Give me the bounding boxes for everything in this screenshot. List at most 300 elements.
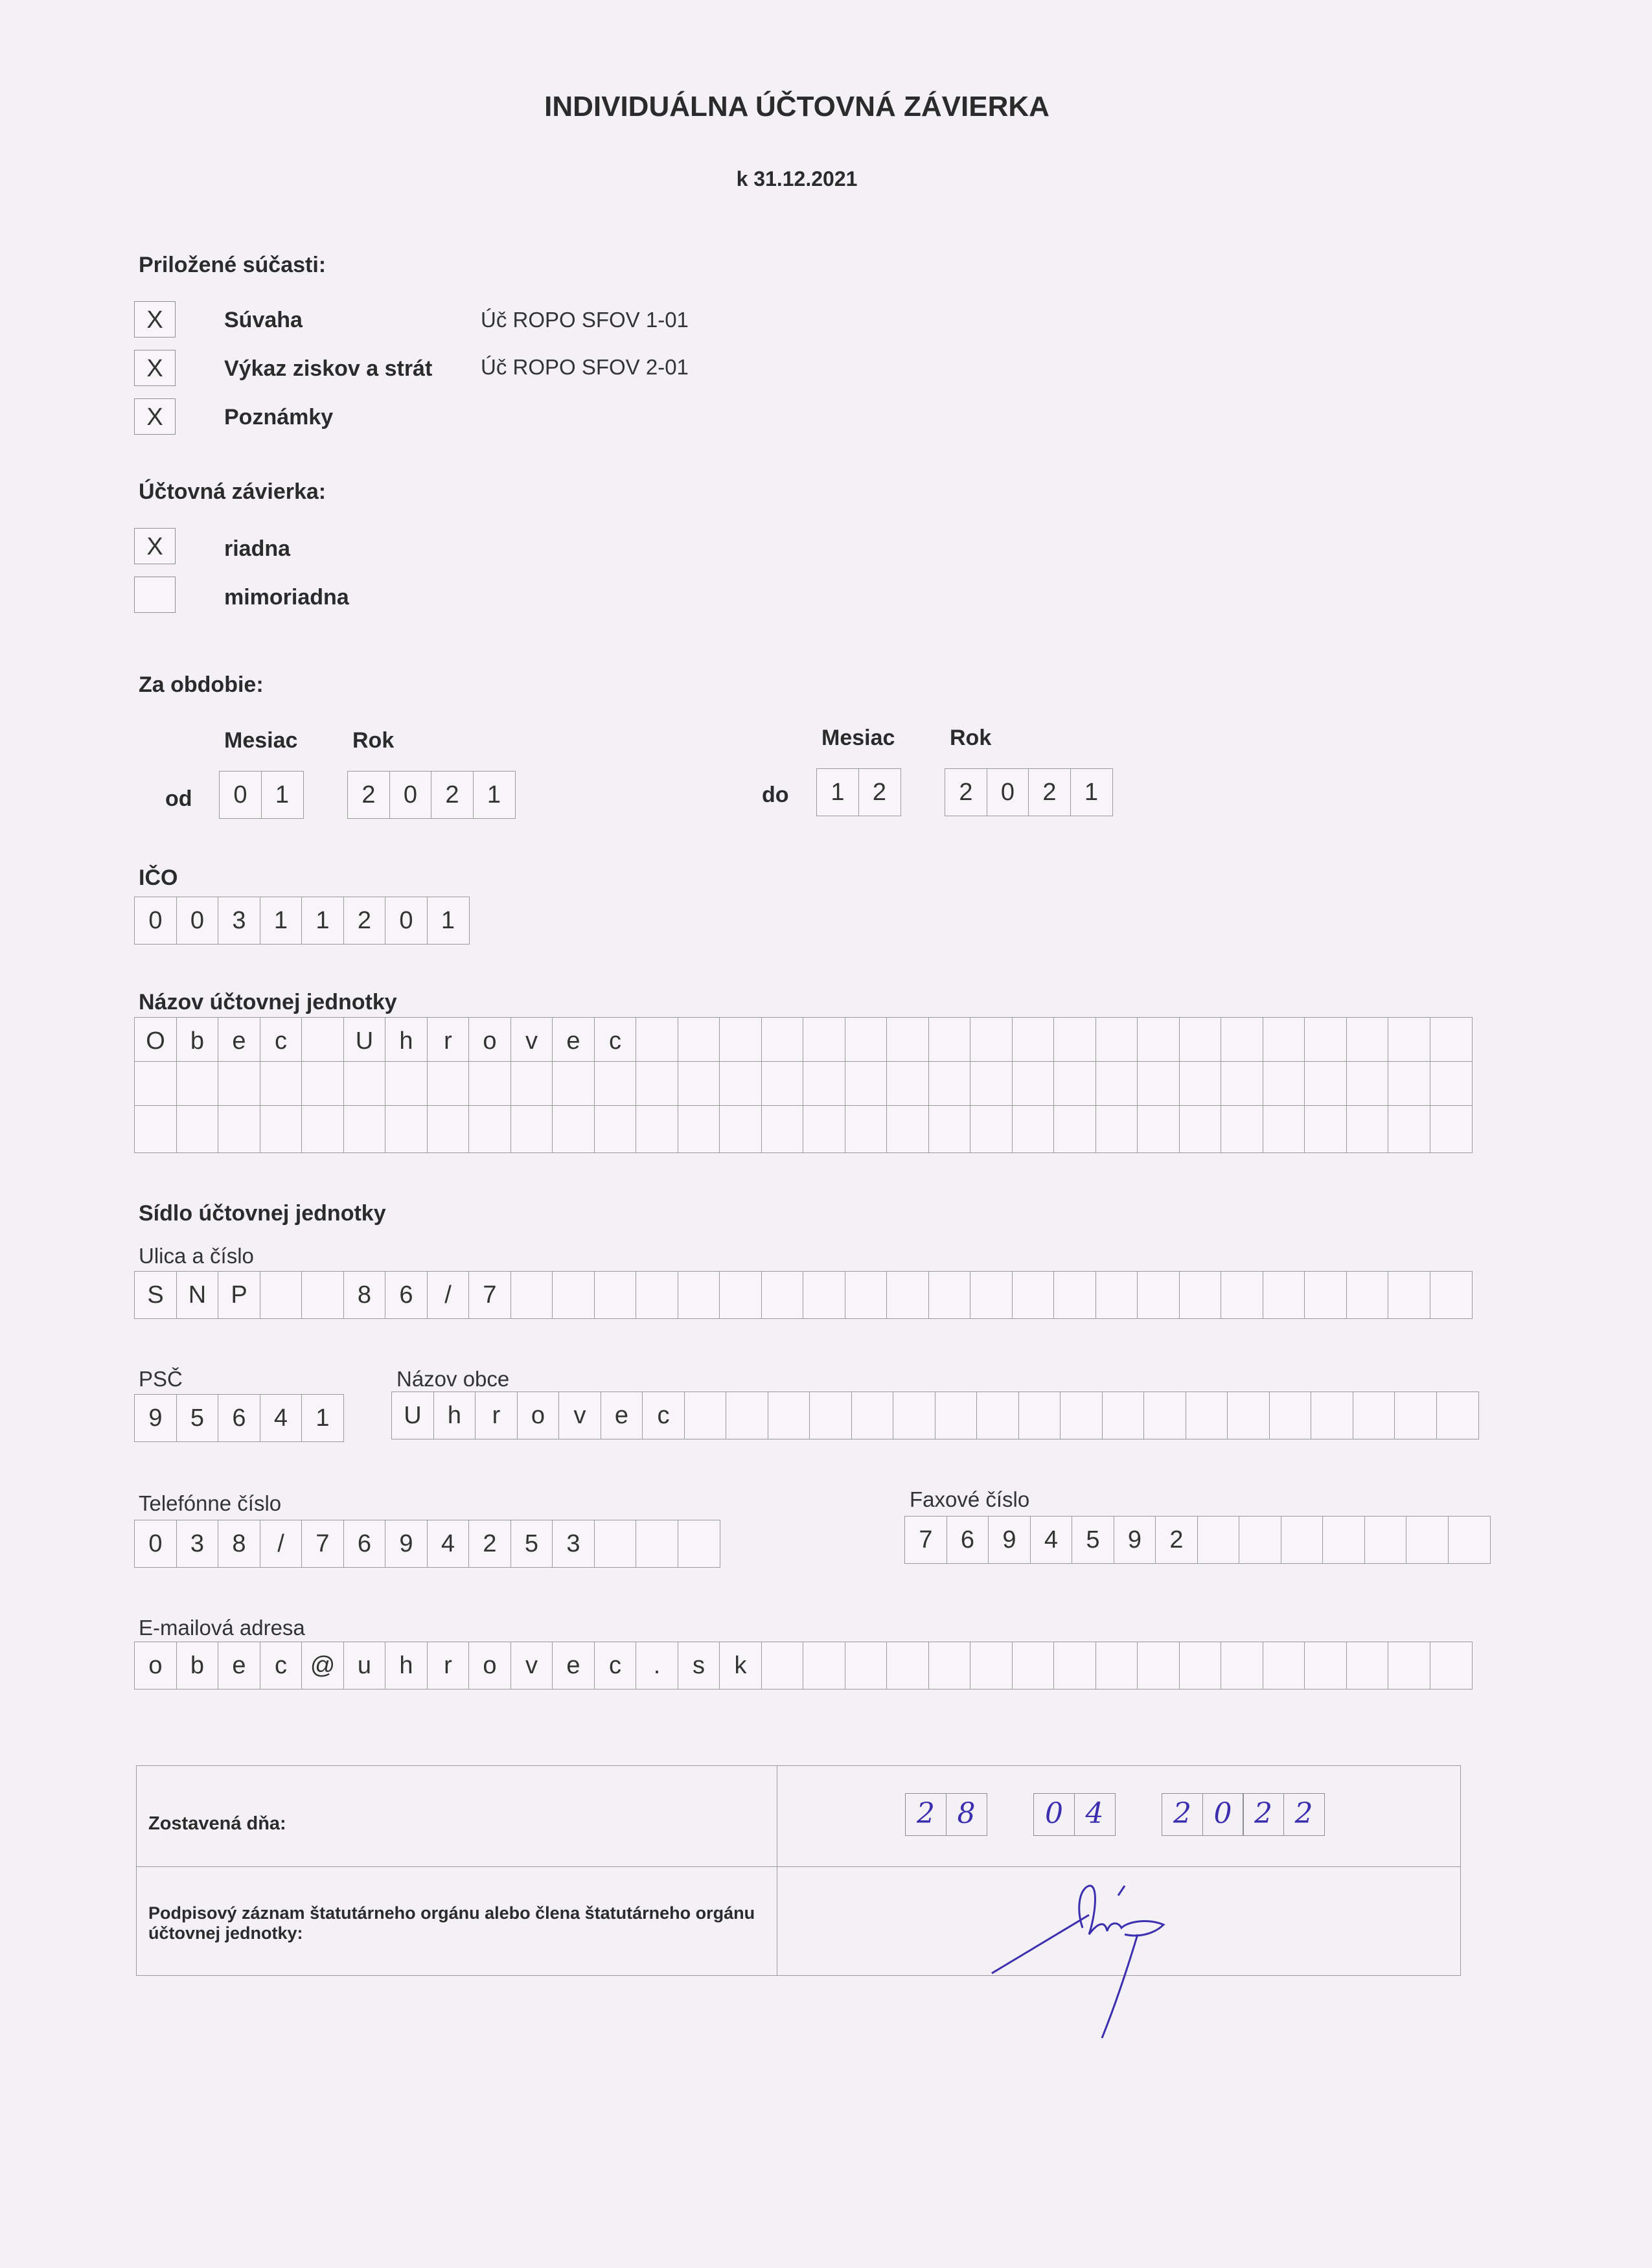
grid-cell[interactable] <box>1388 1061 1430 1109</box>
grid-cell[interactable] <box>636 1105 678 1153</box>
grid-cell[interactable]: s <box>678 1642 720 1690</box>
grid-cell[interactable]: 2 <box>945 768 987 816</box>
grid-cell[interactable]: c <box>594 1017 637 1065</box>
grid-cell[interactable] <box>1388 1271 1430 1319</box>
town-grid[interactable] <box>391 1392 1479 1439</box>
grid-cell[interactable]: / <box>427 1271 470 1319</box>
ico-grid[interactable] <box>134 897 470 945</box>
grid-cell[interactable] <box>260 1105 303 1153</box>
grid-cell[interactable] <box>935 1392 978 1439</box>
compiled-year[interactable] <box>1162 1793 1325 1836</box>
grid-cell[interactable]: e <box>218 1017 260 1065</box>
seat-label: Sídlo účtovnej jednotky <box>139 1201 386 1226</box>
grid-cell[interactable]: 3 <box>552 1520 595 1568</box>
date-cell[interactable]: 2 <box>1162 1793 1203 1836</box>
grid-cell[interactable]: 9 <box>988 1516 1031 1564</box>
grid-cell[interactable] <box>260 1271 303 1319</box>
grid-cell[interactable]: 7 <box>468 1271 511 1319</box>
date-cell[interactable]: 2 <box>1243 1793 1284 1836</box>
from-month-label: Mesiac <box>224 728 298 753</box>
grid-cell[interactable]: 1 <box>301 1394 344 1442</box>
grid-cell[interactable]: 2 <box>431 771 474 819</box>
grid-cell[interactable] <box>1448 1516 1491 1564</box>
grid-cell[interactable] <box>970 1061 1013 1109</box>
compiled-month[interactable] <box>1033 1793 1116 1836</box>
grid-cell[interactable]: r <box>475 1392 518 1439</box>
grid-cell[interactable]: h <box>433 1392 476 1439</box>
grid-cell[interactable]: 5 <box>1072 1516 1114 1564</box>
grid-cell[interactable] <box>1281 1516 1324 1564</box>
grid-cell[interactable]: 8 <box>343 1271 386 1319</box>
date-cell[interactable]: 8 <box>946 1793 987 1836</box>
grid-cell[interactable] <box>1221 1017 1263 1065</box>
grid-cell[interactable] <box>1346 1061 1389 1109</box>
grid-cell[interactable] <box>970 1642 1013 1690</box>
street-grid[interactable] <box>134 1271 1473 1319</box>
grid-cell[interactable] <box>845 1105 888 1153</box>
grid-cell[interactable] <box>1304 1105 1347 1153</box>
grid-cell[interactable] <box>1096 1017 1138 1065</box>
grid-cell[interactable] <box>1269 1392 1312 1439</box>
grid-cell[interactable] <box>301 1105 344 1153</box>
grid-cell[interactable]: 7 <box>904 1516 947 1564</box>
grid-cell[interactable]: 1 <box>427 897 470 945</box>
date-cell[interactable]: 0 <box>1033 1793 1075 1836</box>
phone-grid[interactable] <box>134 1520 720 1568</box>
grid-cell[interactable] <box>260 1061 303 1109</box>
grid-cell[interactable]: c <box>260 1017 303 1065</box>
label-poznamky: Poznámky <box>224 405 334 430</box>
grid-cell[interactable] <box>684 1392 727 1439</box>
grid-cell[interactable]: 4 <box>1030 1516 1073 1564</box>
checkbox-vykaz[interactable]: X <box>134 350 176 386</box>
grid-cell[interactable] <box>1018 1392 1061 1439</box>
grid-cell[interactable]: h <box>385 1642 428 1690</box>
code-vykaz: Úč ROPO SFOV 2-01 <box>481 355 689 379</box>
grid-cell[interactable] <box>893 1392 935 1439</box>
psc-grid[interactable] <box>134 1394 344 1442</box>
grid-cell[interactable] <box>1053 1061 1096 1109</box>
compiled-label: Zostavená dňa: <box>148 1813 286 1834</box>
name-row-2[interactable] <box>134 1061 1473 1109</box>
grid-cell[interactable] <box>1388 1017 1430 1065</box>
grid-cell[interactable] <box>845 1642 888 1690</box>
grid-cell[interactable] <box>1179 1017 1222 1065</box>
grid-cell[interactable]: e <box>218 1642 260 1690</box>
grid-cell[interactable]: o <box>134 1642 177 1690</box>
grid-cell[interactable]: 2 <box>468 1520 511 1568</box>
psc-label: PSČ <box>139 1367 183 1391</box>
to-month-label: Mesiac <box>821 726 895 750</box>
grid-cell[interactable]: 2 <box>1155 1516 1198 1564</box>
grid-cell[interactable] <box>761 1061 804 1109</box>
checkbox-poznamky[interactable]: X <box>134 398 176 435</box>
grid-cell[interactable]: 4 <box>260 1394 303 1442</box>
grid-cell[interactable] <box>845 1061 888 1109</box>
grid-cell[interactable]: e <box>552 1017 595 1065</box>
date-cell[interactable]: 2 <box>905 1793 946 1836</box>
grid-cell[interactable] <box>594 1061 637 1109</box>
grid-cell[interactable] <box>1137 1017 1180 1065</box>
grid-cell[interactable]: U <box>343 1017 386 1065</box>
grid-cell[interactable] <box>1322 1516 1365 1564</box>
grid-cell[interactable] <box>1304 1017 1347 1065</box>
grid-cell[interactable]: h <box>385 1017 428 1065</box>
grid-cell[interactable]: 0 <box>987 768 1029 816</box>
grid-cell[interactable] <box>1143 1392 1186 1439</box>
grid-cell[interactable]: 1 <box>473 771 516 819</box>
label-vykaz: Výkaz ziskov a strát <box>224 356 433 381</box>
attached-heading: Priložené súčasti: <box>139 253 327 277</box>
grid-cell[interactable]: 7 <box>301 1520 344 1568</box>
date-cell[interactable]: 0 <box>1202 1793 1244 1836</box>
grid-cell[interactable] <box>851 1392 894 1439</box>
grid-cell[interactable] <box>176 1105 219 1153</box>
grid-cell[interactable] <box>1388 1105 1430 1153</box>
grid-cell[interactable] <box>301 1061 344 1109</box>
grid-cell[interactable]: o <box>517 1392 560 1439</box>
grid-cell[interactable] <box>886 1642 929 1690</box>
grid-cell[interactable] <box>678 1017 720 1065</box>
fax-label: Faxové číslo <box>910 1487 1030 1511</box>
grid-cell[interactable] <box>1197 1516 1240 1564</box>
grid-cell[interactable] <box>1353 1392 1395 1439</box>
grid-cell[interactable] <box>594 1105 637 1153</box>
fax-grid[interactable] <box>904 1516 1491 1564</box>
grid-cell[interactable]: 6 <box>218 1394 260 1442</box>
grid-cell[interactable]: 6 <box>385 1271 428 1319</box>
grid-cell[interactable]: 9 <box>134 1394 177 1442</box>
grid-cell[interactable]: 1 <box>301 897 344 945</box>
grid-cell[interactable] <box>761 1017 804 1065</box>
grid-cell[interactable] <box>1304 1061 1347 1109</box>
grid-cell[interactable] <box>845 1271 888 1319</box>
ico-label: IČO <box>139 865 178 890</box>
to-year-label: Rok <box>950 726 992 750</box>
grid-cell[interactable]: 5 <box>176 1394 219 1442</box>
grid-cell[interactable] <box>803 1017 845 1065</box>
grid-cell[interactable]: 3 <box>176 1520 219 1568</box>
grid-cell[interactable] <box>678 1105 720 1153</box>
grid-cell[interactable] <box>1012 1105 1055 1153</box>
code-suvaha: Úč ROPO SFOV 1-01 <box>481 308 689 332</box>
label-suvaha: Súvaha <box>224 308 303 332</box>
name-row-3[interactable] <box>134 1105 1473 1153</box>
grid-cell[interactable] <box>1221 1642 1263 1690</box>
grid-cell[interactable] <box>719 1105 762 1153</box>
grid-cell[interactable] <box>176 1061 219 1109</box>
closing-heading: Účtovná závierka: <box>139 479 327 504</box>
grid-cell[interactable] <box>427 1105 470 1153</box>
to-year-grid[interactable] <box>945 768 1113 816</box>
grid-cell[interactable] <box>1179 1271 1222 1319</box>
grid-cell[interactable]: b <box>176 1017 219 1065</box>
grid-cell[interactable] <box>511 1105 553 1153</box>
grid-cell[interactable] <box>719 1271 762 1319</box>
grid-cell[interactable] <box>803 1271 845 1319</box>
grid-cell[interactable] <box>886 1061 929 1109</box>
to-month-grid[interactable] <box>816 768 901 816</box>
grid-cell[interactable] <box>928 1061 971 1109</box>
grid-cell[interactable] <box>1227 1392 1270 1439</box>
grid-cell[interactable]: c <box>594 1642 637 1690</box>
grid-cell[interactable] <box>761 1271 804 1319</box>
grid-cell[interactable]: 0 <box>385 897 428 945</box>
grid-cell[interactable]: 2 <box>1028 768 1071 816</box>
date-cell[interactable]: 2 <box>1283 1793 1325 1836</box>
grid-cell[interactable]: 0 <box>134 1520 177 1568</box>
grid-cell[interactable]: 1 <box>261 771 304 819</box>
grid-cell[interactable] <box>427 1061 470 1109</box>
grid-cell[interactable] <box>1137 1061 1180 1109</box>
grid-cell[interactable]: c <box>642 1392 685 1439</box>
grid-cell[interactable]: 0 <box>219 771 262 819</box>
grid-cell[interactable] <box>1179 1061 1222 1109</box>
grid-cell[interactable]: 0 <box>389 771 432 819</box>
grid-cell[interactable] <box>1096 1642 1138 1690</box>
from-label: od <box>165 786 192 811</box>
label-riadna: riadna <box>224 536 291 561</box>
grid-cell[interactable] <box>809 1392 852 1439</box>
grid-cell[interactable]: N <box>176 1271 219 1319</box>
grid-cell[interactable] <box>1221 1271 1263 1319</box>
grid-cell[interactable] <box>1346 1105 1389 1153</box>
grid-cell[interactable]: / <box>260 1520 303 1568</box>
grid-cell[interactable]: k <box>719 1642 762 1690</box>
grid-cell[interactable]: U <box>391 1392 434 1439</box>
grid-cell[interactable] <box>594 1520 637 1568</box>
grid-cell[interactable] <box>719 1017 762 1065</box>
grid-cell[interactable]: . <box>636 1642 678 1690</box>
checkbox-mimoriadna[interactable] <box>134 577 176 613</box>
grid-cell[interactable] <box>218 1061 260 1109</box>
grid-cell[interactable] <box>761 1642 804 1690</box>
grid-cell[interactable] <box>1012 1017 1055 1065</box>
period-heading: Za obdobie: <box>139 672 264 697</box>
from-year-label: Rok <box>352 728 395 753</box>
grid-cell[interactable] <box>1137 1105 1180 1153</box>
grid-cell[interactable]: 1 <box>260 897 303 945</box>
town-label: Názov obce <box>396 1367 510 1391</box>
grid-cell[interactable]: 0 <box>134 897 177 945</box>
grid-cell[interactable] <box>1406 1516 1449 1564</box>
grid-cell[interactable]: 5 <box>511 1520 553 1568</box>
grid-cell[interactable] <box>803 1642 845 1690</box>
grid-cell[interactable] <box>1346 1271 1389 1319</box>
grid-cell[interactable] <box>636 1017 678 1065</box>
grid-cell[interactable] <box>636 1061 678 1109</box>
grid-cell[interactable] <box>1364 1516 1407 1564</box>
grid-cell[interactable] <box>1096 1105 1138 1153</box>
grid-cell[interactable] <box>511 1271 553 1319</box>
grid-cell[interactable]: o <box>468 1017 511 1065</box>
grid-cell[interactable] <box>552 1105 595 1153</box>
grid-cell[interactable] <box>678 1271 720 1319</box>
grid-cell[interactable] <box>1221 1105 1263 1153</box>
sign-label: Podpisový záznam štatutárneho orgánu alebo člena štatutárneho orgánu účtovnej jednotky: <box>148 1903 755 1943</box>
grid-cell[interactable]: u <box>343 1642 386 1690</box>
grid-cell[interactable]: 3 <box>218 897 260 945</box>
grid-cell[interactable] <box>678 1061 720 1109</box>
name-row-1[interactable] <box>134 1017 1473 1065</box>
grid-cell[interactable]: b <box>176 1642 219 1690</box>
grid-cell[interactable] <box>1430 1061 1473 1109</box>
grid-cell[interactable] <box>1388 1642 1430 1690</box>
grid-cell[interactable]: v <box>511 1017 553 1065</box>
grid-cell[interactable] <box>1311 1392 1353 1439</box>
grid-cell[interactable] <box>1060 1392 1103 1439</box>
grid-cell[interactable] <box>1179 1105 1222 1153</box>
checkbox-suvaha[interactable]: X <box>134 301 176 338</box>
grid-cell[interactable] <box>678 1520 720 1568</box>
grid-cell[interactable]: P <box>218 1271 260 1319</box>
grid-cell[interactable]: e <box>552 1642 595 1690</box>
grid-cell[interactable] <box>928 1017 971 1065</box>
grid-cell[interactable] <box>1263 1017 1305 1065</box>
grid-cell[interactable] <box>1346 1642 1389 1690</box>
grid-cell[interactable]: v <box>558 1392 601 1439</box>
grid-cell[interactable] <box>301 1017 344 1065</box>
grid-cell[interactable]: 1 <box>1070 768 1113 816</box>
grid-cell[interactable] <box>1137 1271 1180 1319</box>
grid-cell[interactable] <box>511 1061 553 1109</box>
grid-cell[interactable] <box>1221 1061 1263 1109</box>
grid-cell[interactable] <box>1430 1105 1473 1153</box>
grid-cell[interactable] <box>552 1271 595 1319</box>
grid-cell[interactable]: 0 <box>176 897 219 945</box>
name-label: Názov účtovnej jednotky <box>139 990 397 1014</box>
signature-table <box>136 1765 1461 1976</box>
to-label: do <box>762 783 789 807</box>
phone-label: Telefónne číslo <box>139 1491 282 1515</box>
grid-cell[interactable] <box>1096 1271 1138 1319</box>
grid-cell[interactable] <box>970 1017 1013 1065</box>
grid-cell[interactable] <box>1263 1271 1305 1319</box>
grid-cell[interactable] <box>1012 1642 1055 1690</box>
grid-cell[interactable] <box>134 1061 177 1109</box>
page-title: INDIVIDUÁLNA ÚČTOVNÁ ZÁVIERKA <box>544 91 1050 122</box>
grid-cell[interactable]: 2 <box>347 771 390 819</box>
grid-cell[interactable] <box>928 1642 971 1690</box>
date-line: k 31.12.2021 <box>736 167 858 190</box>
grid-cell[interactable] <box>1012 1061 1055 1109</box>
grid-cell[interactable] <box>970 1271 1013 1319</box>
signature-image <box>985 1876 1193 2070</box>
checkbox-riadna[interactable]: X <box>134 528 176 564</box>
grid-cell[interactable]: r <box>427 1017 470 1065</box>
grid-cell[interactable] <box>343 1105 386 1153</box>
grid-cell[interactable] <box>1304 1642 1347 1690</box>
grid-cell[interactable] <box>1053 1642 1096 1690</box>
grid-cell[interactable] <box>1053 1271 1096 1319</box>
grid-cell[interactable] <box>1186 1392 1228 1439</box>
grid-cell[interactable] <box>1053 1017 1096 1065</box>
grid-cell[interactable] <box>803 1061 845 1109</box>
grid-cell[interactable]: 9 <box>385 1520 428 1568</box>
grid-cell[interactable] <box>1239 1516 1281 1564</box>
grid-cell[interactable]: 9 <box>1114 1516 1156 1564</box>
grid-cell[interactable] <box>1346 1017 1389 1065</box>
grid-cell[interactable] <box>1304 1271 1347 1319</box>
grid-cell[interactable]: 8 <box>218 1520 260 1568</box>
grid-cell[interactable] <box>134 1105 177 1153</box>
grid-cell[interactable] <box>886 1271 929 1319</box>
grid-cell[interactable]: v <box>511 1642 553 1690</box>
grid-cell[interactable]: 1 <box>816 768 859 816</box>
grid-cell[interactable] <box>218 1105 260 1153</box>
from-month-grid[interactable] <box>219 771 304 819</box>
grid-cell[interactable]: o <box>468 1642 511 1690</box>
grid-cell[interactable] <box>1430 1271 1473 1319</box>
from-year-grid[interactable] <box>347 771 516 819</box>
grid-cell[interactable]: c <box>260 1642 303 1690</box>
grid-cell[interactable] <box>636 1520 678 1568</box>
grid-cell[interactable] <box>1263 1061 1305 1109</box>
email-label: E-mailová adresa <box>139 1616 305 1640</box>
grid-cell[interactable] <box>1096 1061 1138 1109</box>
grid-cell[interactable] <box>886 1105 929 1153</box>
grid-cell[interactable]: 4 <box>427 1520 470 1568</box>
grid-cell[interactable] <box>594 1271 637 1319</box>
grid-cell[interactable]: e <box>601 1392 643 1439</box>
grid-cell[interactable] <box>636 1271 678 1319</box>
grid-cell[interactable]: O <box>134 1017 177 1065</box>
grid-cell[interactable] <box>1053 1105 1096 1153</box>
grid-cell[interactable] <box>468 1061 511 1109</box>
grid-cell[interactable] <box>803 1105 845 1153</box>
grid-cell[interactable] <box>928 1271 971 1319</box>
grid-cell[interactable]: 2 <box>343 897 386 945</box>
grid-cell[interactable] <box>468 1105 511 1153</box>
grid-cell[interactable]: 2 <box>858 768 901 816</box>
date-cell[interactable]: 4 <box>1074 1793 1116 1836</box>
grid-cell[interactable] <box>552 1061 595 1109</box>
street-label: Ulica a číslo <box>139 1244 254 1268</box>
grid-cell[interactable] <box>886 1017 929 1065</box>
grid-cell[interactable] <box>1263 1105 1305 1153</box>
grid-cell[interactable] <box>928 1105 971 1153</box>
grid-cell[interactable] <box>768 1392 810 1439</box>
grid-cell[interactable] <box>976 1392 1019 1439</box>
grid-cell[interactable] <box>1430 1017 1473 1065</box>
grid-cell[interactable] <box>343 1061 386 1109</box>
grid-cell[interactable] <box>1436 1392 1479 1439</box>
grid-cell[interactable]: r <box>427 1642 470 1690</box>
grid-cell[interactable]: 6 <box>946 1516 989 1564</box>
grid-cell[interactable] <box>1137 1642 1180 1690</box>
email-grid[interactable] <box>134 1642 1473 1690</box>
grid-cell[interactable] <box>1430 1642 1473 1690</box>
grid-cell[interactable] <box>1012 1271 1055 1319</box>
grid-cell[interactable] <box>761 1105 804 1153</box>
label-mimoriadna: mimoriadna <box>224 585 349 610</box>
grid-cell[interactable] <box>719 1061 762 1109</box>
grid-cell[interactable] <box>1102 1392 1145 1439</box>
grid-cell[interactable] <box>726 1392 768 1439</box>
grid-cell[interactable] <box>1394 1392 1437 1439</box>
grid-cell[interactable]: S <box>134 1271 177 1319</box>
grid-cell[interactable] <box>385 1105 428 1153</box>
grid-cell[interactable] <box>385 1061 428 1109</box>
grid-cell[interactable] <box>970 1105 1013 1153</box>
grid-cell[interactable] <box>1179 1642 1222 1690</box>
compiled-day[interactable] <box>905 1793 987 1836</box>
grid-cell[interactable] <box>301 1271 344 1319</box>
grid-cell[interactable] <box>1263 1642 1305 1690</box>
grid-cell[interactable] <box>845 1017 888 1065</box>
grid-cell[interactable]: @ <box>301 1642 344 1690</box>
grid-cell[interactable]: 6 <box>343 1520 386 1568</box>
